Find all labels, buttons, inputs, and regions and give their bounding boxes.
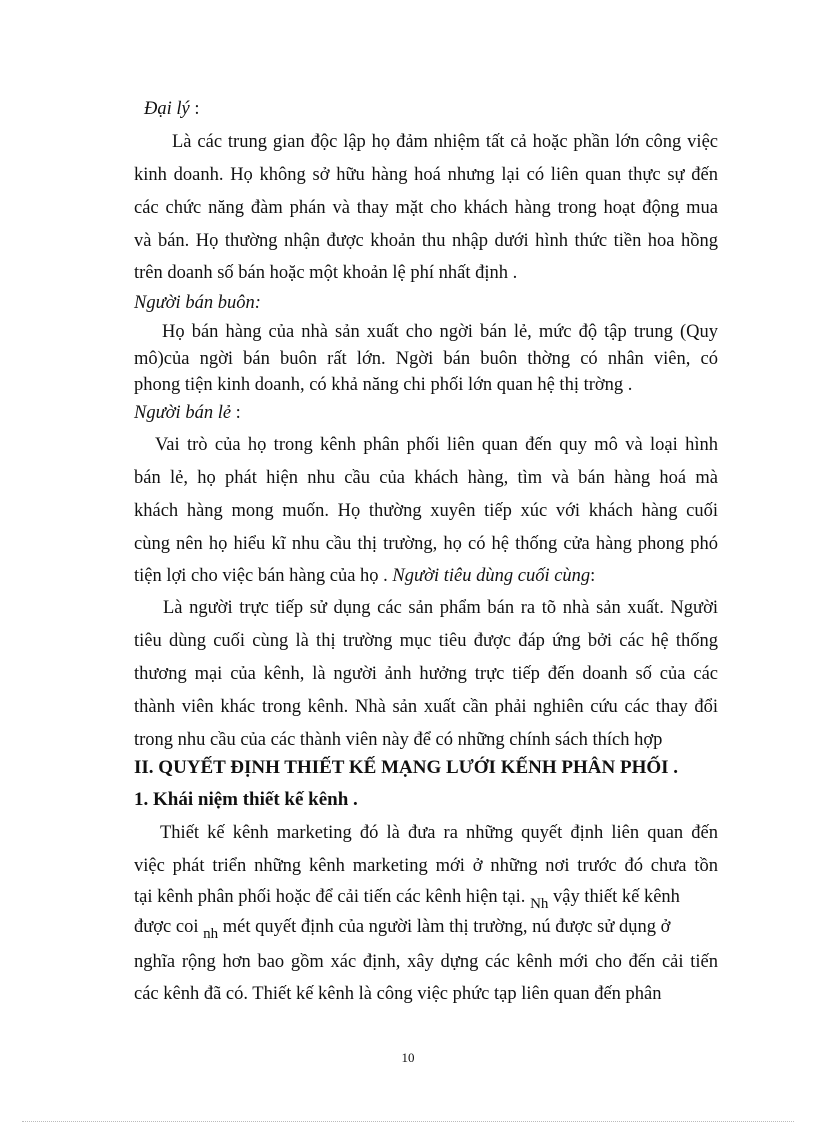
heading-nguoi-ban-le-text: Người bán lẻ [134,403,232,423]
heading-nguoi-ban-le-colon: : [231,403,241,423]
paragraph-line: khách hàng mong muốn. Họ thường xuyên tiếp xúc với khách hàng cuối [134,501,718,521]
paragraph-line: các chức năng đàm phán và thay mặt cho khách hàng trong hoạt động mua [134,198,718,218]
heading-dai-ly-colon: : [189,99,200,119]
paragraph-line: và bán. Họ thường nhận được khoản thu nhập dưới hình thức tiền hoa hồng [134,231,718,251]
paragraph-line: Là các trung gian độc lập họ đảm nhiệm tất cả hoặc phần lớn công việc [172,132,718,152]
paragraph-line: trên doanh số bán hoặc một khoản lệ phí nhất định . [134,263,518,283]
heading-nguoi-ban-le [134,404,241,423]
thiet-ke-line3-sub: Nh [530,896,549,912]
paragraph-line: cùng nên họ hiểu kĩ nhu cầu thị trường, họ có hệ thống cửa hàng phong phó [134,534,718,554]
paragraph-line: Thiết kế kênh marketing đó là đưa ra những quyết định liên quan đến [160,823,718,843]
paragraph-line: phong tiện kinh doanh, có khả năng chi phối lớn quan hệ thị trờng . [134,375,633,395]
paragraph-line: tiêu dùng cuối cùng là thị trường mục tiêu được đáp ứng bởi các hệ thống [134,631,718,651]
paragraph-line: trong nhu cầu của các thành viên này để có những chính sách thích hợp [134,730,663,750]
thiet-ke-line4-sub: nh [203,926,219,942]
paragraph-line: việc phát triển những kênh marketing mới ở những nơi trước đó chưa tồn [134,856,718,876]
paragraph-line: Là người trực tiếp sử dụng các sản phẩm bán ra tõ nhà sản xuất. Người [163,598,718,618]
thiet-ke-line4-end: mét quyết định của người làm thị trường, nú được sử dụng ở [218,917,671,937]
paragraph-line: các kênh đã có. Thiết kế kênh là công việc phức tạp liên quan đến phân [134,984,662,1004]
heading-dai-ly-text: Đại lý [144,99,190,119]
ban-le-last-suffix: : [590,566,596,586]
paragraph-line: nghĩa rộng hơn bao gồm xác định, xây dựng các kênh mới cho đến cải tiến [134,952,718,972]
section-subtitle: 1. Khái niệm thiết kế kênh . [134,789,358,810]
paragraph-line: mô)của ngời bán buôn rất lớn. Ngời bán buôn thờng có nhân viên, có [134,349,718,369]
paragraph-line: Họ bán hàng của nhà sản xuất cho ngời bán lẻ, mức độ tập trung (Quy [162,322,718,342]
thiet-ke-line3-end: vậy thiết kế kênh [548,887,680,907]
heading-dai-ly [144,100,200,119]
section-title: II. QUYẾT ĐỊNH THIẾT KẾ MẠNG LƯỚI KẾNH PHÂN PHỐI . [134,757,679,778]
heading-nguoi-ban-buon: Người bán buôn: [134,293,261,313]
paragraph-line: kinh doanh. Họ không sở hữu hàng hoá nhưng lại có liên quan thực sự đến [134,165,718,185]
paragraph-line: Vai trò của họ trong kênh phân phối liên quan đến quy mô và loại hình [155,435,718,455]
thiet-ke-line4-main: được coi [134,917,199,937]
paragraph-line: thành viên khác trong kênh. Nhà sản xuất cần phải nghiên cứu các thay đổi [134,697,718,717]
paragraph-line: bán lẻ, họ phát hiện nhu cầu của khách hàng, tìm và bán hàng hoá mà [134,468,718,488]
paragraph-line [134,887,680,912]
paragraph-line [134,567,595,586]
page-number: 10 [401,1050,415,1065]
paragraph-line: thương mại của kênh, là người ảnh hưởng trực tiếp đến doanh số của các [134,664,718,684]
paragraph-line [134,917,671,942]
page-bottom-divider [22,1121,794,1122]
heading-nguoi-tieu-dung: Người tiêu dùng cuối cùng [392,566,591,586]
thiet-ke-line3-main: tại kênh phân phối hoặc để cải tiến các kênh hiện tại. [134,887,526,907]
ban-le-last-prefix: tiện lợi cho việc bán hàng của họ . [134,566,393,586]
